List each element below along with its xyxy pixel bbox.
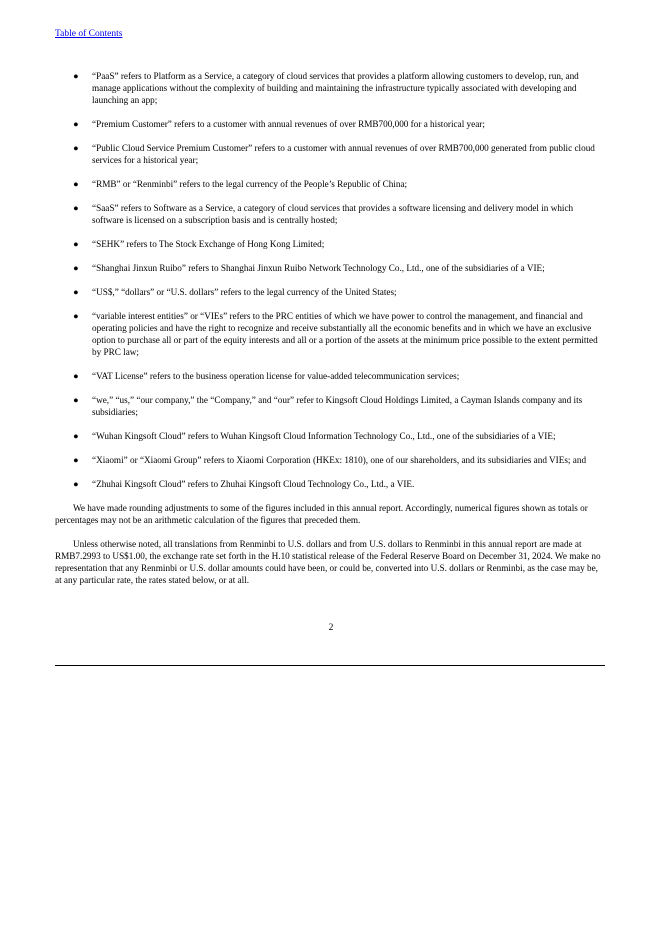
bullet-icon: ● [73, 431, 79, 441]
list-item [55, 262, 605, 274]
definition-text: “variable interest entities” or “VIEs” refers to the PRC entities of which we have power to control the management, and financial and operating policies and have the right to recognize and receive substantially all the economic benefits and in which we have an exclusive option to purchase all or part of the equity interests and all or a portion of the assets at the minimum price possible to the extent permitted by PRC law; [92, 311, 598, 357]
exchange-rate-paragraph: Unless otherwise noted, all translations from Renminbi to U.S. dollars and from U.S. dollars to Renminbi in this annual report are made at RMB7.2993 to US$1.00, the exchange rate set forth in the H.10 statistical release of the Federal Reserve Board on December 31, 2024. We make no representation that any Renminbi or U.S. dollar amounts could have been, or could be, converted into U.S. dollars or Renminbi, as the case may be, at any particular rate, the rates stated below, or at all. [55, 539, 601, 585]
definitions-list [55, 70, 605, 490]
definition-text: “Wuhan Kingsoft Cloud” refers to Wuhan Kingsoft Cloud Information Technology Co., Ltd., one of the subsidiaries of a VIE; [92, 431, 556, 441]
list-item [55, 430, 605, 442]
bullet-icon: ● [73, 455, 79, 465]
list-item [55, 310, 605, 358]
page-content [55, 70, 605, 598]
rounding-paragraph: We have made rounding adjustments to some of the figures included in this annual report. Accordingly, numerical figures shown as totals or percentages may not be an arithmetic calculation of the figures that preceded them. [55, 503, 588, 525]
page-number: 2 [328, 623, 334, 633]
list-item [55, 202, 605, 226]
definition-text: “SEHK” refers to The Stock Exchange of Hong Kong Limited; [92, 239, 325, 249]
definition-text: “Premium Customer” refers to a customer with annual revenues of over RMB700,000 for a historical year; [92, 119, 485, 129]
table-of-contents-link[interactable]: Table of Contents [55, 29, 123, 39]
list-item [55, 370, 605, 382]
bullet-icon: ● [73, 311, 79, 321]
list-item [55, 394, 605, 418]
definition-text: “RMB” or “Renminbi” refers to the legal currency of the People’s Republic of China; [92, 179, 408, 189]
bullet-icon: ● [73, 239, 79, 249]
bullet-icon: ● [73, 371, 79, 381]
bullet-icon: ● [73, 203, 79, 213]
definition-text: “PaaS” refers to Platform as a Service, a category of cloud services that provides a platform allowing customers to develop, run, and manage applications without the complexity of building and maintaining the infrastructure typically associated with developing and launching an app; [92, 71, 579, 105]
bullet-icon: ● [73, 179, 79, 189]
bullet-icon: ● [73, 119, 79, 129]
list-item [55, 238, 605, 250]
list-item [55, 178, 605, 190]
definition-text: “Zhuhai Kingsoft Cloud” refers to Zhuhai Kingsoft Cloud Technology Co., Ltd., a VIE. [92, 479, 415, 489]
bullet-icon: ● [73, 287, 79, 297]
list-item [55, 142, 605, 166]
bullet-icon: ● [73, 263, 79, 273]
list-item [55, 478, 605, 490]
definition-text: “Shanghai Jinxun Ruibo” refers to Shanghai Jinxun Ruibo Network Technology Co., Ltd., one of the subsidiaries of a VIE; [92, 263, 545, 273]
list-item [55, 454, 605, 466]
definition-text: “Xiaomi” or “Xiaomi Group” refers to Xiaomi Corporation (HKEx: 1810), one of our shareholders, and its subsidiaries and VIEs; and [92, 455, 587, 465]
definition-text: “we,” “us,” “our company,” the “Company,” and “our” refer to Kingsoft Cloud Holdings Limited, a Cayman Islands company and its subsidiaries; [92, 395, 583, 417]
definition-text: “US$,” “dollars” or “U.S. dollars” refers to the legal currency of the United States; [92, 287, 397, 297]
bullet-icon: ● [73, 143, 79, 153]
definition-text: “SaaS” refers to Software as a Service, a category of cloud services that provides a software licensing and delivery model in which software is licensed on a subscription basis and is centrally hosted; [92, 203, 574, 225]
bullet-icon: ● [73, 71, 79, 81]
list-item [55, 118, 605, 130]
definition-text: “Public Cloud Service Premium Customer” refers to a customer with annual revenues of over RMB700,000 generated from public cloud services for a historical year; [92, 143, 595, 165]
list-item [55, 70, 605, 106]
bullet-icon: ● [73, 395, 79, 405]
definition-text: “VAT License” refers to the business operation license for value-added telecommunication services; [92, 371, 460, 381]
list-item [55, 286, 605, 298]
footer-divider [55, 665, 605, 666]
bullet-icon: ● [73, 479, 79, 489]
